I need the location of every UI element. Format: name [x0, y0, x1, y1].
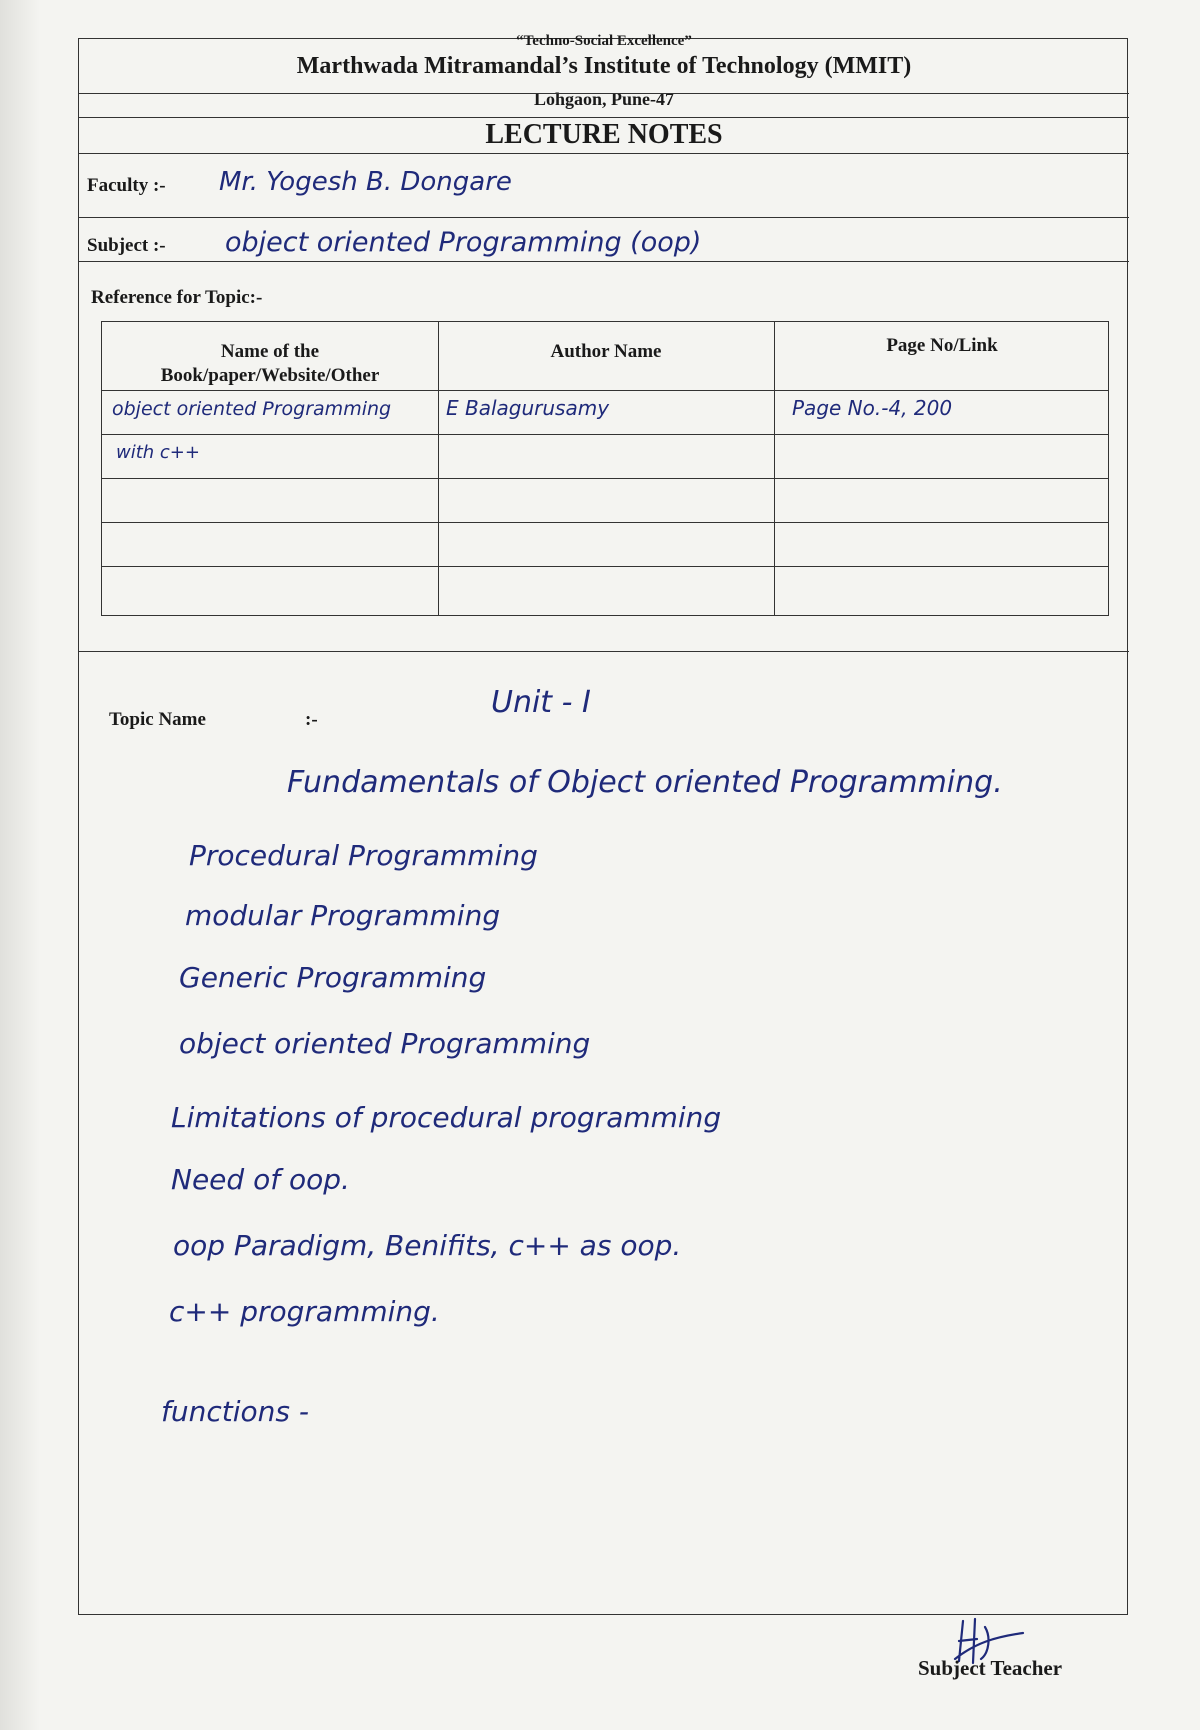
- table-cell: Page No.-4, 200: [792, 396, 953, 420]
- scan-edge: [0, 0, 40, 1730]
- table-cell: E Balagurusamy: [446, 396, 610, 420]
- header-divider: [79, 93, 1129, 94]
- header-divider: [79, 117, 1129, 118]
- topic-separator: :-: [305, 709, 318, 730]
- table-cell: object oriented Programming: [112, 398, 392, 420]
- reference-table: [101, 321, 1109, 616]
- faculty-divider: [79, 217, 1129, 218]
- topic-item: object oriented Programming: [179, 1027, 591, 1060]
- institute-name: Marthwada Mitramandal’s Institute of Technology (MMIT): [296, 53, 912, 79]
- reference-label: Reference for Topic:-: [91, 287, 263, 308]
- topic-divider: [79, 651, 1129, 652]
- lecture-notes-sheet: [78, 33, 1128, 1615]
- topic-item: oop Paradigm, Benifits, c++ as oop.: [173, 1229, 682, 1262]
- topic-item: modular Programming: [185, 899, 501, 932]
- unit-title: Unit - I: [491, 685, 591, 720]
- institute-motto: “Techno-Social Excellence”: [516, 33, 692, 49]
- column-header-book: Name of the Book/paper/Website/Other: [160, 341, 380, 386]
- column-header-page: Page No/Link: [886, 335, 998, 356]
- topic-item: Procedural Programming: [189, 839, 538, 872]
- faculty-label: Faculty :-: [87, 175, 166, 196]
- title-divider: [79, 153, 1129, 154]
- institute-address: Lohgaon, Pune-47: [533, 89, 675, 109]
- topic-label: Topic Name: [109, 709, 206, 730]
- topic-item: Need of oop.: [171, 1163, 350, 1196]
- table-cell: with c++: [116, 442, 200, 463]
- faculty-value: Mr. Yogesh B. Dongare: [219, 167, 512, 197]
- topic-item: Limitations of procedural programming: [171, 1101, 722, 1134]
- column-header-author: Author Name: [550, 341, 662, 362]
- subject-label: Subject :-: [87, 235, 166, 256]
- topic-item: functions -: [161, 1395, 309, 1428]
- topic-item: Generic Programming: [179, 961, 487, 994]
- subject-value: object oriented Programming (oop): [225, 227, 702, 258]
- topic-item: c++ programming.: [169, 1295, 440, 1328]
- signature-label: Subject Teacher: [918, 1656, 1063, 1680]
- topic-heading: Fundamentals of Object oriented Programming.: [287, 765, 1003, 800]
- page-title: LECTURE NOTES: [485, 119, 723, 150]
- subject-divider: [79, 261, 1129, 262]
